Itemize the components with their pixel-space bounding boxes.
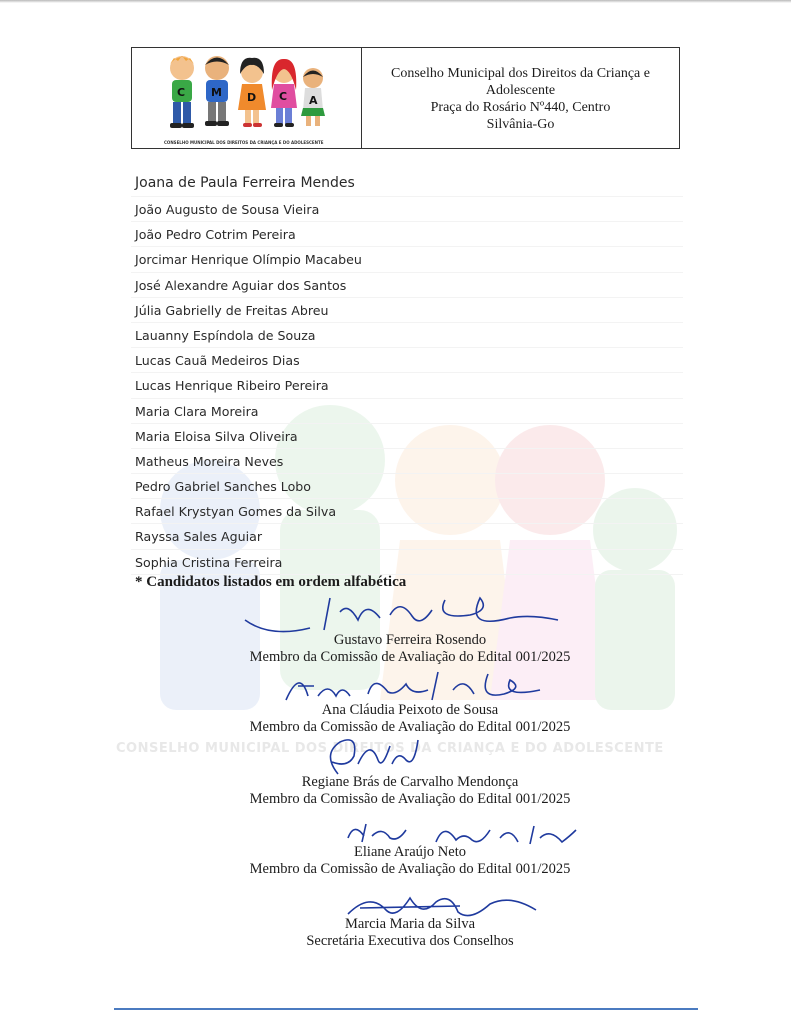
org-name-line1: Conselho Municipal dos Direitos da Criança e [391, 66, 650, 81]
signer-role: Secretária Executiva dos Conselhos [306, 933, 514, 949]
org-name-line2: Adolescente [485, 83, 556, 98]
list-item: Júlia Gabrielly de Freitas Abreu [131, 298, 683, 323]
logo-cell [132, 48, 362, 148]
signer-role: Membro da Comissão de Avaliação do Edital 001/2025 [249, 791, 571, 807]
logo-caption: CONSELHO MUNICIPAL DOS DIREITOS DA CRIANÇA E DO ADOLESCENTE [164, 140, 324, 145]
logo-letter-m: M [211, 86, 222, 99]
signature-block-1 [200, 632, 620, 666]
list-item: Maria Clara Moreira [131, 399, 683, 424]
list-item: João Augusto de Sousa Vieira [131, 197, 683, 222]
council-logo [160, 50, 330, 138]
list-item: Pedro Gabriel Sanches Lobo [131, 474, 683, 499]
list-item: Maria Eloisa Silva Oliveira [131, 424, 683, 449]
org-address: Praça do Rosário Nº440, Centro [430, 100, 611, 115]
signer-name: Gustavo Ferreira Rosendo [333, 632, 487, 648]
logo-letter-c2: C [279, 90, 288, 103]
footer-rule [114, 1008, 698, 1010]
list-item: Lucas Henrique Ribeiro Pereira [131, 373, 683, 398]
list-item: Matheus Moreira Neves [131, 449, 683, 474]
org-city: Silvânia-Go [486, 117, 555, 132]
signer-role: Membro da Comissão de Avaliação do Edital 001/2025 [249, 649, 571, 665]
list-item: Lauanny Espíndola de Souza [131, 323, 683, 348]
list-item: João Pedro Cotrim Pereira [131, 222, 683, 247]
list-item: Joana de Paula Ferreira Mendes [131, 170, 683, 197]
logo-letter-a: A [309, 94, 318, 107]
signature-block-4 [200, 844, 620, 878]
watermark-caption: CONSELHO MUNICIPAL DOS DIREITOS DA CRIANÇA E DO ADOLESCENTE [116, 741, 664, 756]
signer-role: Membro da Comissão de Avaliação do Edital 001/2025 [249, 861, 571, 877]
signature-block-3 [200, 774, 620, 808]
logo-letter-c1: C [177, 86, 186, 99]
list-item: Jorcimar Henrique Olímpio Macabeu [131, 247, 683, 272]
signer-name: Ana Cláudia Peixoto de Sousa [321, 702, 499, 718]
signature-block-2 [200, 702, 620, 736]
alphabetical-note: * Candidatos listados em ordem alfabética [135, 574, 407, 590]
list-item: Sophia Cristina Ferreira [131, 550, 683, 575]
letterhead [131, 47, 680, 149]
signature-block-5 [200, 916, 620, 950]
list-item: Lucas Cauã Medeiros Dias [131, 348, 683, 373]
letterhead-text [362, 48, 679, 148]
signer-name: Regiane Brás de Carvalho Mendonça [301, 774, 519, 790]
list-item: José Alexandre Aguiar dos Santos [131, 273, 683, 298]
signer-name: Marcia Maria da Silva [344, 916, 476, 932]
signer-role: Membro da Comissão de Avaliação do Edital 001/2025 [249, 719, 571, 735]
signer-name: Eliane Araújo Neto [354, 844, 466, 860]
list-item: Rafael Krystyan Gomes da Silva [131, 499, 683, 524]
scan-edge [0, 0, 791, 3]
logo-letter-d: D [247, 91, 257, 104]
candidate-list [131, 170, 683, 575]
list-item: Rayssa Sales Aguiar [131, 524, 683, 549]
